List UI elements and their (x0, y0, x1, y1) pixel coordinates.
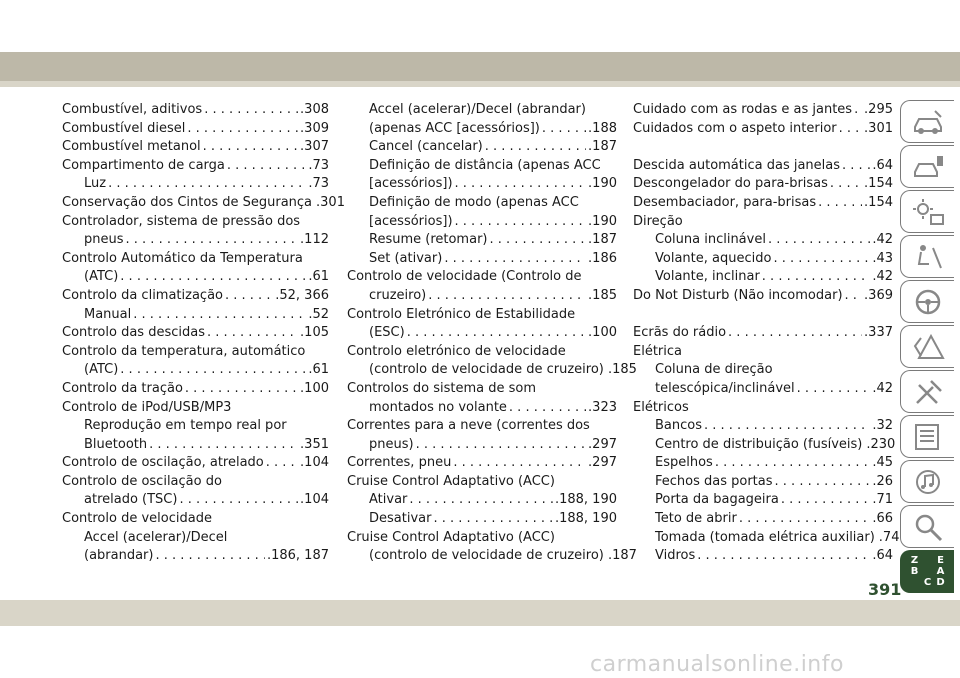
index-heading: Controlo da temperatura, automático (62, 343, 306, 359)
tab-emergency-triangle[interactable] (900, 325, 954, 368)
entry-page: .154 (864, 176, 893, 192)
entry-label: Ativar (369, 492, 408, 508)
index-column-1 (62, 101, 345, 566)
tab-index[interactable] (900, 550, 954, 593)
dot-leader (407, 324, 586, 343)
tab-steering-wheel[interactable] (900, 280, 954, 323)
dot-leader (207, 324, 298, 343)
entry-label: Tomada (tomada elétrica auxiliar) (655, 529, 875, 545)
dot-leader (489, 231, 586, 250)
dot-leader (842, 157, 870, 176)
dot-leader (155, 547, 264, 566)
index-entry[interactable] (633, 287, 893, 306)
entry-page: .154 (864, 194, 893, 210)
index-entry[interactable] (347, 231, 617, 250)
entry-label: Controlo da tração (62, 380, 183, 396)
dot-leader (203, 138, 298, 157)
entry-label: Descongelador do para-brisas (633, 176, 828, 192)
index-entry[interactable] (633, 491, 893, 510)
index-entry[interactable] (62, 194, 345, 213)
tab-tools[interactable] (900, 370, 954, 413)
index-entry[interactable] (633, 250, 893, 269)
entry-page: .42 (872, 232, 893, 248)
entry-label: Desativar (369, 511, 432, 527)
index-heading: Controlo Automático da Temperatura (62, 250, 303, 266)
dot-leader (433, 510, 553, 529)
entry-label: Descida automática das janelas (633, 157, 841, 173)
entry-label: pneus (84, 232, 124, 248)
entry-label: Bluetooth (84, 436, 148, 452)
entry-page: .190 (588, 213, 617, 229)
index-heading: Accel (acelerar)/Decel (84, 529, 228, 545)
dot-leader (830, 175, 862, 194)
index-entry[interactable] (633, 510, 893, 529)
search-icon (911, 512, 945, 542)
index-entry[interactable] (62, 491, 329, 510)
dot-leader (133, 306, 306, 325)
index-entry[interactable] (347, 250, 617, 269)
entry-label: telescópica/inclinável (655, 380, 795, 396)
index-entry[interactable] (62, 454, 329, 473)
dot-leader (428, 287, 586, 306)
index-heading: Controlo de iPod/USB/MP3 (62, 399, 232, 415)
entry-page: .73 (308, 176, 329, 192)
dot-leader (542, 120, 586, 139)
entry-label: (ESC) (369, 325, 405, 341)
index-heading: Controlo Eletrónico de Estabilidade (347, 306, 576, 322)
index-entry[interactable] (62, 231, 329, 250)
index-entry[interactable] (347, 491, 617, 510)
entry-page: .52, 366 (275, 287, 329, 303)
entry-label: [acessórios]) (369, 213, 453, 229)
dot-leader (185, 380, 298, 399)
index-entry[interactable] (347, 436, 617, 455)
tab-car-dashboard[interactable] (900, 100, 954, 143)
index-entry[interactable] (633, 547, 893, 566)
dot-leader (854, 101, 862, 120)
watermark: carmanualsonline.info (590, 652, 844, 677)
dot-leader (444, 250, 586, 269)
entry-label: cruzeiro) (369, 287, 427, 303)
header-band-stripe (0, 81, 960, 87)
index-entry[interactable] (633, 194, 893, 213)
entry-page: .64 (872, 548, 893, 564)
index-entry[interactable] (347, 213, 617, 232)
entry-page: .73 (308, 157, 329, 173)
index-entry[interactable] (347, 510, 617, 529)
entry-label: (abrandar) (84, 548, 154, 564)
dot-leader (818, 194, 862, 213)
entry-label: (apenas ACC [acessórios]) (369, 120, 540, 136)
dot-leader (781, 491, 870, 510)
index-entry[interactable] (633, 231, 893, 250)
index-heading: Correntes para a neve (correntes dos (347, 418, 590, 434)
index-heading: Cruise Control Adaptativo (ACC) (347, 473, 555, 489)
entry-page: .74 (878, 529, 900, 545)
index-entry[interactable] (347, 454, 617, 473)
entry-page: .230 (866, 436, 896, 452)
entry-page: .188, 190 (554, 492, 617, 508)
entry-page: .104 (300, 455, 329, 471)
entry-label: Fechos das portas (655, 473, 773, 489)
dot-leader (204, 101, 298, 120)
checklist-icon (911, 422, 945, 452)
steering-wheel-icon (911, 287, 945, 317)
index-entry[interactable] (633, 175, 893, 194)
dot-leader (839, 120, 862, 139)
entry-label: montados no volante (369, 399, 507, 415)
index-entry[interactable] (347, 324, 617, 343)
entry-page: .32 (872, 418, 893, 434)
dot-leader (509, 399, 586, 418)
entry-label: Correntes, pneu (347, 455, 452, 471)
dot-leader (773, 250, 870, 269)
entry-label: [acessórios]) (369, 176, 453, 192)
dot-leader (485, 138, 586, 157)
dot-leader (225, 287, 273, 306)
entry-page: .188, 190 (554, 511, 617, 527)
dot-leader (697, 547, 870, 566)
entry-label: Do Not Disturb (Não incomodar) (633, 287, 843, 303)
entry-page: .308 (300, 102, 329, 117)
entry-label: pneus) (369, 436, 414, 452)
dot-leader (120, 268, 306, 287)
index-entry[interactable] (633, 417, 893, 436)
tools-icon (911, 377, 945, 407)
entry-page: .307 (300, 139, 329, 155)
entry-label: Espelhos (655, 455, 713, 471)
index-entry[interactable] (633, 436, 896, 455)
dot-leader (775, 473, 871, 492)
dot-leader (845, 287, 863, 306)
index-heading: Cruise Control Adaptativo (ACC) (347, 529, 555, 545)
index-entry[interactable] (633, 380, 893, 399)
entry-label: Controlo da climatização (62, 287, 223, 303)
tab-seat-safety[interactable] (900, 235, 954, 278)
index-column-2 (347, 101, 637, 566)
spacer (633, 138, 893, 157)
entry-page: .42 (872, 269, 893, 285)
entry-label: Cuidados com o aspeto interior (633, 120, 837, 136)
dot-leader (227, 157, 306, 176)
dot-leader (715, 454, 870, 473)
index-letter: Z (910, 554, 919, 566)
index-entry[interactable] (62, 138, 329, 157)
entry-page: .187 (588, 139, 617, 155)
index-entry[interactable] (62, 361, 329, 380)
dot-leader (120, 361, 306, 380)
index-heading: Controlo de velocidade (62, 511, 212, 527)
entry-page: .42 (872, 380, 893, 396)
dot-leader (739, 510, 870, 529)
entry-label: Combustível diesel (62, 120, 186, 136)
entry-page: .66 (872, 511, 893, 527)
index-letter: A (936, 565, 945, 577)
entry-label: Bancos (655, 418, 702, 434)
index-heading: Coluna de direção (655, 362, 773, 378)
entry-page: .297 (588, 455, 617, 471)
entry-page: .301 (316, 194, 345, 210)
index-heading: Controlos do sistema de som (347, 380, 536, 396)
index-entry[interactable] (62, 306, 329, 325)
index-entry[interactable] (347, 399, 617, 418)
entry-label: Combustível metanol (62, 139, 201, 155)
index-entry[interactable] (347, 175, 617, 194)
entry-page: .301 (864, 120, 893, 136)
index-heading: Direção (633, 213, 683, 229)
entry-page: .369 (864, 287, 893, 303)
index-entry[interactable] (633, 324, 893, 343)
dot-leader (704, 417, 870, 436)
header-band (0, 52, 960, 81)
car-dashboard-icon (911, 107, 945, 137)
entry-label: Set (ativar) (369, 250, 443, 266)
index-letter: D (936, 576, 945, 588)
entry-label: Controlo das descidas (62, 325, 205, 341)
page-number: 391 (868, 580, 902, 599)
tab-warning-lights[interactable] (900, 190, 954, 233)
tab-car-fuel[interactable] (900, 145, 954, 188)
entry-page: .295 (864, 102, 893, 117)
dot-leader (108, 175, 306, 194)
entry-label: Teto de abrir (655, 511, 737, 527)
entry-label: Luz (84, 176, 107, 192)
entry-label: Volante, inclinar (655, 269, 760, 285)
index-entry[interactable] (633, 120, 893, 139)
index-entry[interactable] (62, 436, 329, 455)
entry-page: .61 (308, 269, 329, 285)
entry-label: Volante, aquecido (655, 250, 772, 266)
index-entry[interactable] (633, 157, 893, 176)
index-heading: Definição de distância (apenas ACC (369, 157, 601, 173)
index-entry[interactable] (347, 287, 617, 306)
index-heading: Elétrica (633, 343, 682, 359)
entry-label: Conservação dos Cintos de Segurança (62, 194, 313, 210)
entry-label: Cancel (cancelar) (369, 139, 483, 155)
index-entry[interactable] (347, 138, 617, 157)
car-fuel-icon (911, 152, 945, 182)
entry-page: .26 (872, 473, 893, 489)
seat-safety-icon (911, 242, 945, 272)
index-entry[interactable] (62, 157, 329, 176)
entry-page: .105 (300, 325, 329, 341)
entry-page: .297 (588, 436, 617, 452)
entry-label: Coluna inclinável (655, 232, 766, 248)
entry-page: .100 (300, 380, 329, 396)
index-entry[interactable] (347, 120, 617, 139)
multimedia-icon (911, 467, 945, 497)
dot-leader (455, 213, 587, 232)
footer-band (0, 600, 960, 626)
entry-label: Desembaciador, para-brisas (633, 194, 817, 210)
index-heading: Definição de modo (apenas ACC (369, 194, 579, 210)
entry-page: .190 (588, 176, 617, 192)
entry-label: Controlo de oscilação, atrelado (62, 455, 264, 471)
entry-label: Resume (retomar) (369, 232, 488, 248)
index-entry[interactable] (62, 101, 329, 120)
dot-leader (797, 380, 871, 399)
index-heading: Controlo de velocidade (Controlo de (347, 269, 582, 285)
entry-page: .323 (588, 399, 617, 415)
index-entry[interactable] (633, 101, 893, 120)
entry-page: .45 (872, 455, 893, 471)
entry-label: (ATC) (84, 269, 119, 285)
dot-leader (768, 231, 870, 250)
dot-leader (762, 268, 871, 287)
entry-page: .187 (588, 232, 617, 248)
entry-page: .61 (308, 362, 329, 378)
entry-label: Ecrãs do rádio (633, 325, 727, 341)
entry-page: .351 (300, 436, 329, 452)
entry-label: Porta da bagageira (655, 492, 779, 508)
entry-page: .337 (864, 325, 893, 341)
entry-page: .186, 187 (266, 548, 329, 564)
index-entry[interactable] (633, 454, 893, 473)
index-letter: E (937, 554, 944, 566)
entry-label: Compartimento de carga (62, 157, 225, 173)
index-letters-icon (909, 556, 947, 588)
index-heading: (controlo de velocidade de cruzeiro) .185 (369, 362, 637, 378)
dot-leader (266, 454, 298, 473)
dot-leader (455, 175, 587, 194)
index-letter: B (910, 565, 919, 577)
entry-page: .64 (872, 157, 893, 173)
index-entry[interactable] (633, 473, 893, 492)
index-entry[interactable] (633, 268, 893, 287)
index-heading: Reprodução em tempo real por (84, 418, 287, 434)
entry-page: .43 (872, 250, 893, 266)
index-entry[interactable] (62, 547, 329, 566)
entry-label: atrelado (TSC) (84, 492, 178, 508)
emergency-triangle-icon (911, 332, 945, 362)
index-heading: Elétricos (633, 399, 689, 415)
index-letter: C (923, 576, 932, 588)
entry-label: Combustível, aditivos (62, 102, 203, 117)
entry-label: Vidros (655, 548, 696, 564)
index-entry[interactable] (62, 380, 329, 399)
entry-label: Manual (84, 306, 132, 322)
entry-label: (ATC) (84, 362, 119, 378)
entry-page: .104 (300, 492, 329, 508)
dot-leader (126, 231, 299, 250)
index-heading: Controlador, sistema de pressão dos (62, 213, 301, 229)
dot-leader (187, 120, 298, 139)
entry-page: .52 (308, 306, 329, 322)
index-entry[interactable] (62, 324, 329, 343)
dot-leader (416, 436, 586, 455)
dot-leader (149, 436, 298, 455)
index-entry[interactable] (62, 287, 329, 306)
entry-page: .188 (588, 120, 617, 136)
chapter-tabs (900, 100, 960, 595)
index-entry[interactable] (62, 120, 329, 139)
index-entry[interactable] (62, 268, 329, 287)
dot-leader (728, 324, 862, 343)
entry-page: .112 (300, 232, 329, 248)
tab-multimedia[interactable] (900, 460, 954, 503)
entry-page: .186 (588, 250, 617, 266)
index-entry[interactable] (62, 175, 329, 194)
dot-leader (179, 491, 298, 510)
tab-checklist[interactable] (900, 415, 954, 458)
entry-label: Centro de distribuição (fusíveis) (655, 436, 863, 452)
entry-page: .309 (300, 120, 329, 136)
index-column-3 (633, 101, 900, 566)
index-heading: (controlo de velocidade de cruzeiro) .187 (369, 548, 637, 564)
dot-leader (453, 454, 586, 473)
index-heading: Controlo eletrónico de velocidade (347, 343, 566, 359)
index-heading: Controlo de oscilação do (62, 473, 222, 489)
index-heading: Accel (acelerar)/Decel (abrandar) (369, 102, 586, 117)
entry-page: .71 (872, 492, 893, 508)
warning-lights-icon (911, 197, 945, 227)
entry-page: .185 (588, 287, 617, 303)
dot-leader (409, 491, 553, 510)
entry-page: .100 (588, 325, 617, 341)
entry-label: Cuidado com as rodas e as jantes (633, 102, 853, 117)
spacer (633, 306, 893, 325)
index-entry[interactable] (633, 529, 900, 548)
tab-search[interactable] (900, 505, 954, 548)
